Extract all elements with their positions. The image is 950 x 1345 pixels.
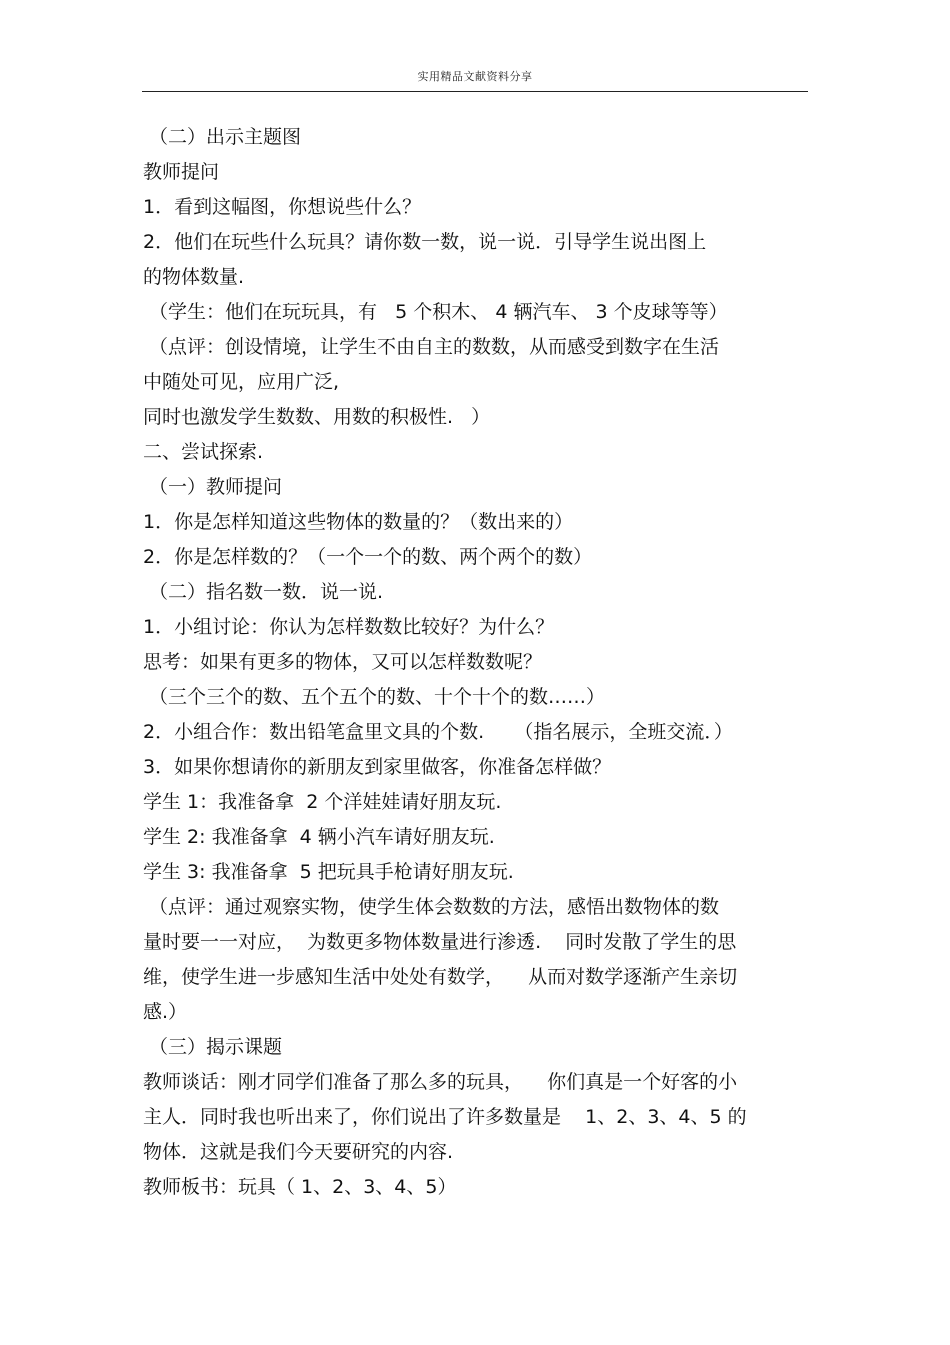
text-line: 维，使学生进一步感知生活中处处有数学， 从而对数学逐渐产生亲切 (143, 966, 738, 988)
text-line: （二）出示主题图 (143, 126, 302, 148)
text-line: 同时也激发学生数数、用数的积极性. ） (143, 406, 491, 428)
text-line: 教师提问 (143, 161, 220, 183)
text-line: 学生 3: 我准备拿 5 把玩具手枪请好朋友玩. (143, 861, 514, 883)
text-line: 感.） (143, 1001, 188, 1023)
text-line: 2．他们在玩些什么玩具？请你数一数，说一说．引导学生说出图上 (143, 231, 707, 253)
text-line: （三个三个的数、五个五个的数、十个十个的数……） (143, 686, 606, 708)
text-line: 的物体数量. (143, 266, 245, 288)
text-line: 思考：如果有更多的物体，又可以怎样数数呢？ (143, 651, 543, 673)
text-line: （点评：通过观察实物，使学生体会数数的方法，感悟出数物体的数 (143, 896, 720, 918)
text-line: 主人．同时我也听出来了，你们说出了许多数量是 1、2、3、4、5 的 (143, 1106, 747, 1128)
header-rule (142, 91, 808, 92)
document-body (143, 120, 808, 1205)
text-line: 学生 2: 我准备拿 4 辆小汽车请好朋友玩. (143, 826, 495, 848)
text-line: 2．你是怎样数的？（一个一个的数、两个两个的数） (143, 546, 593, 568)
text-line: （学生：他们在玩玩具，有 5 个积木、 4 辆汽车、 3 个皮球等等） (143, 301, 728, 323)
text-line: 教师谈话：刚才同学们准备了那么多的玩具， 你们真是一个好客的小 (143, 1071, 738, 1093)
text-line: 物体．这就是我们今天要研究的内容. (143, 1141, 454, 1163)
text-line: 1．你是怎样知道这些物体的数量的？（数出来的） (143, 511, 574, 533)
text-line: （一）教师提问 (143, 476, 283, 498)
text-line: （二）指名数一数．说一说. (143, 581, 384, 603)
page-header: 实用精品文献资料分享 (417, 70, 533, 83)
text-line: 二、尝试探索. (143, 441, 264, 463)
text-line: 2．小组合作：数出铅笔盒里文具的个数. （指名展示，全班交流．） (143, 721, 733, 743)
text-line: 量时要一一对应， 为数更多物体数量进行渗透. 同时发散了学生的思 (143, 931, 737, 953)
text-line: 1．看到这幅图，你想说些什么？ (143, 196, 422, 218)
text-line: 学生 1：我准备拿 2 个洋娃娃请好朋友玩. (143, 791, 502, 813)
text-line: 教师板书：玩具（ 1、2、3、4、5） (143, 1176, 457, 1198)
text-line: 1．小组讨论：你认为怎样数数比较好？为什么？ (143, 616, 555, 638)
text-line: （点评：创设情境，让学生不由自主的数数，从而感受到数字在生活 (143, 336, 720, 358)
text-line: （三）揭示课题 (143, 1036, 283, 1058)
text-line: 中随处可见，应用广泛, (143, 371, 340, 393)
text-line: 3．如果你想请你的新朋友到家里做客，你准备怎样做？ (143, 756, 612, 778)
